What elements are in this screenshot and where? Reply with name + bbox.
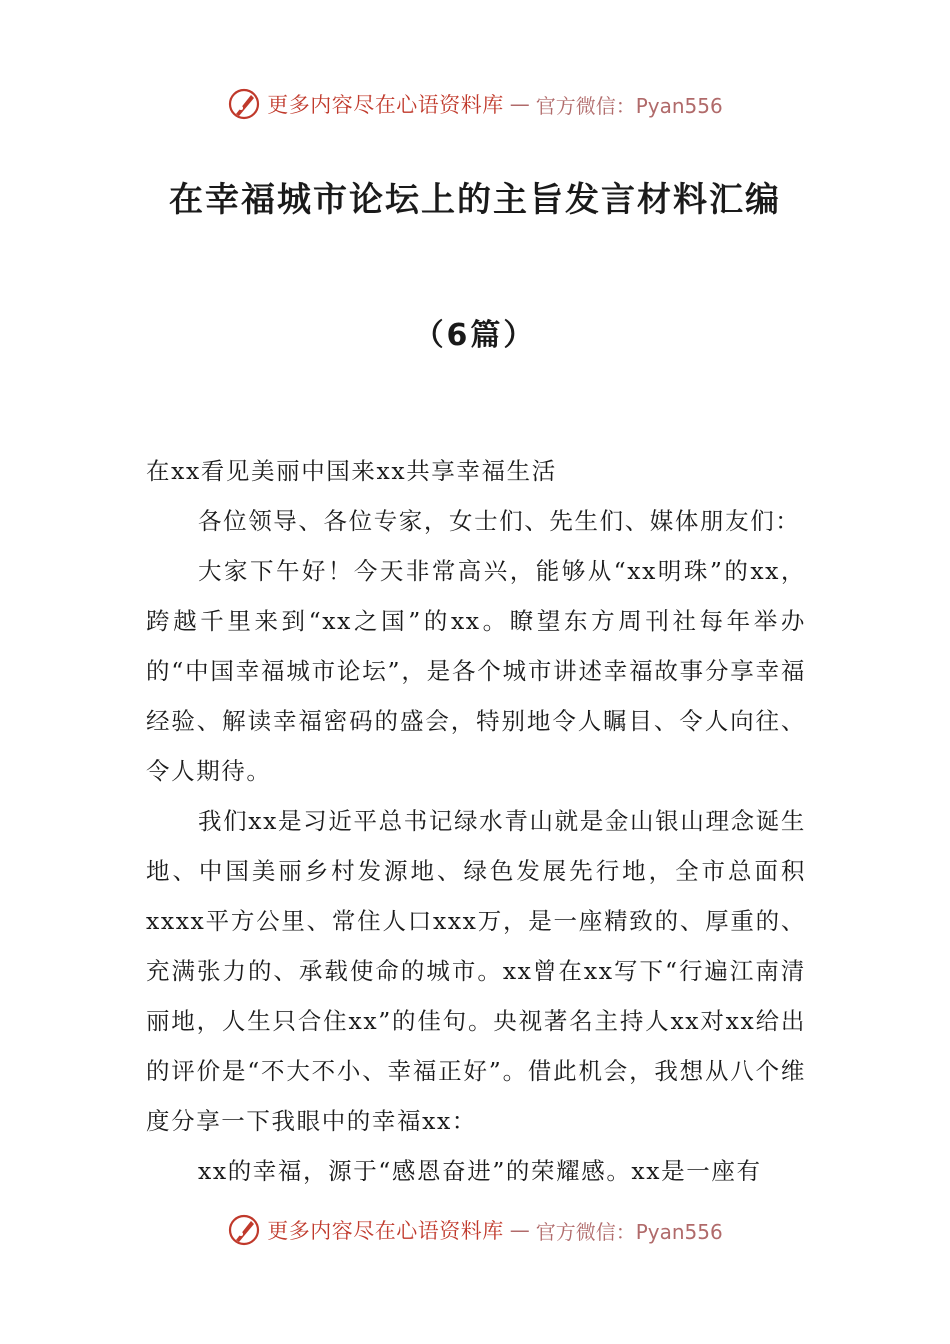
header-contact-text: 官方微信：Pyan556 <box>535 93 723 118</box>
footer-banner <box>0 1208 950 1252</box>
section-heading: 在xx看见美丽中国来xx共享幸福生活 <box>146 457 557 485</box>
footer-separator: — <box>509 1218 530 1242</box>
greeting-paragraph: 各位领导、各位专家，女士们、先生们、媒体朋友们： <box>198 507 801 535</box>
footer-brand-text: 更多内容尽在心语资料库 <box>267 1219 504 1243</box>
pen-nib-logo-icon <box>227 87 261 121</box>
pen-nib-logo-icon <box>227 1213 261 1247</box>
header-brand-text: 更多内容尽在心语资料库 <box>267 93 504 117</box>
header-separator: — <box>509 92 530 116</box>
body-paragraph: 大家下午好！今天非常高兴，能够从“xx明珠”的xx，跨越千里来到“xx之国”的xx。瞭望东方周刊社每年举办的“中国幸福城市论坛”，是各个城市讲述幸福故事分享幸福经验、解读幸福密码的盛会，特别地令人瞩目、令人向往、令人期待。 <box>146 557 806 785</box>
document-body <box>146 446 806 1196</box>
body-paragraph: xx的幸福，源于“感恩奋进”的荣耀感。xx是一座有 <box>198 1157 762 1185</box>
document-subtitle: （6篇） <box>413 318 537 353</box>
footer-contact-text: 官方微信：Pyan556 <box>535 1219 723 1244</box>
document-title: 在幸福城市论坛上的主旨发言材料汇编 <box>169 180 781 220</box>
header-banner <box>0 82 950 126</box>
body-paragraph: 我们xx是习近平总书记绿水青山就是金山银山理念诞生地、中国美丽乡村发源地、绿色发展先行地，全市总面积xxxx平方公里、常住人口xxx万，是一座精致的、厚重的、充满张力的、承载使命的城市。xx曾在xx写下“行遍江南清丽地，人生只合住xx”的佳句。央视著名主持人xx对xx给出的评价是“不大不小、幸福正好”。借此机会，我想从八个维度分享一下我眼中的幸福xx： <box>146 807 806 1135</box>
